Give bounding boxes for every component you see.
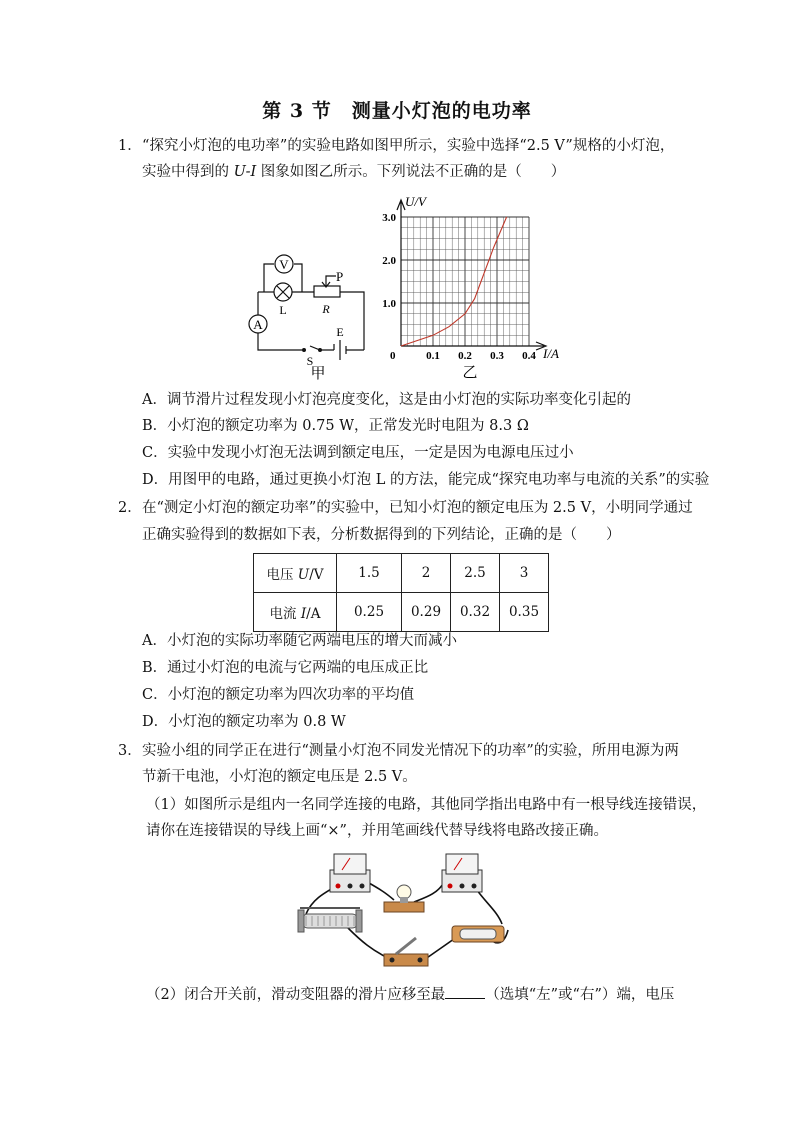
circuit-caption: 甲 <box>310 366 326 380</box>
table-row-current <box>254 593 549 632</box>
q3-stem-line1: 实验小组的同学正在进行“测量小灯泡不同发光情况下的功率”的实验，所用电源为两 <box>142 743 679 759</box>
switch <box>384 938 428 966</box>
terminal <box>448 884 453 889</box>
rheostat-body <box>314 286 340 297</box>
switch-contact-right <box>318 348 322 352</box>
right-meter <box>442 854 482 892</box>
terminal <box>472 884 477 889</box>
ammeter-label: A <box>253 317 263 332</box>
x-axis <box>401 342 546 350</box>
ui-graph <box>370 190 570 382</box>
x-tick-label: 0.1 <box>426 350 440 362</box>
q3-part2-line: （2）闭合开关前，滑动变阻器的滑片应移至最 （选填“左”或“右”）端，电压 <box>146 984 674 1005</box>
q1-option-c: C．实验中发现小灯泡无法调到额定电压，一定是因为电源电压过小 <box>142 445 574 461</box>
q1-option-b: B．小灯泡的额定功率为 0.75 W，正常发光时电阻为 8.3 Ω <box>142 418 529 434</box>
q3-part1-line2: 请你在连接错误的导线上画“×”，并用笔画线代替导线将电路改接正确。 <box>146 823 608 839</box>
table-cell: 2.5 <box>451 554 500 593</box>
terminal <box>336 884 341 889</box>
slider-label: P <box>336 269 344 284</box>
terminal <box>460 884 465 889</box>
wire <box>414 882 444 902</box>
y-axis <box>397 200 405 346</box>
origin-label: 0 <box>390 350 396 362</box>
y-tick-label: 3.0 <box>382 212 396 224</box>
x-tick-label: 0.3 <box>490 350 504 362</box>
battery-cell <box>460 929 496 939</box>
table-header-current: 电流 I/A <box>254 593 337 632</box>
page-title: 第 3 节 测量小灯泡的电功率 <box>262 100 532 122</box>
y-tick-label: 1.0 <box>382 298 396 310</box>
rheostat-end <box>298 910 304 932</box>
lamp-holder <box>384 885 424 912</box>
q2-data-table <box>253 553 549 632</box>
battery <box>334 340 364 360</box>
y-tick-label: 2.0 <box>382 255 396 267</box>
table-cell: 1.5 <box>337 554 402 593</box>
bulb <box>397 885 411 899</box>
table-cell: 0.29 <box>402 593 451 632</box>
q2-stem-line2: 正确实验得到的数据如下表，分析数据得到的下列结论，正确的是（ ） <box>142 527 621 543</box>
left-meter <box>330 854 370 892</box>
q3-part1-line1: （1）如图所示是组内一名同学连接的电路，其他同学指出电路中有一根导线连接错误， <box>146 797 707 813</box>
circuit-diagram <box>240 240 370 380</box>
q3-stem-line2: 节新干电池，小灯泡的额定电压是 2.5 V。 <box>142 769 417 785</box>
q2-option-b: B．通过小灯泡的电流与它两端的电压成正比 <box>142 660 429 676</box>
table-row-voltage <box>254 554 549 593</box>
q1-stem-line2: 实验中得到的 U-I 图象如图乙所示。下列说法不正确的是（ ） <box>142 164 566 180</box>
q2-stem-line1: 在“测定小灯泡的额定功率”的实验中，已知小灯泡的额定电压为 2.5 V，小明同学通过 <box>142 500 693 516</box>
q1-stem-line1: “探究小灯泡的电功率”的实验电路如图甲所示，实验中选择“2.5 V”规格的小灯泡， <box>142 138 675 154</box>
voltmeter-label: V <box>279 257 289 272</box>
x-axis-label: I/A <box>543 346 559 361</box>
graph-grid <box>401 217 529 346</box>
switch-lever <box>396 938 416 954</box>
rheostat-end <box>356 910 362 932</box>
graph-caption: 乙 <box>462 365 478 381</box>
lamp-label: L <box>279 303 287 317</box>
q1-option-d: D．用图甲的电路，通过更换小灯泡 L 的方法，能完成“探究电功率与电流的关系”的实验 <box>142 472 710 488</box>
q1-number: 1． <box>118 138 142 154</box>
switch-label: S <box>306 354 314 368</box>
table-cell: 0.35 <box>500 593 549 632</box>
bulb-socket <box>400 897 408 903</box>
table-header-voltage: 电压 U/V <box>254 554 337 593</box>
table-cell: 0.32 <box>451 593 500 632</box>
q2-option-a: A．小灯泡的实际功率随它两端电压的增大而减小 <box>142 633 457 649</box>
q3-number: 3． <box>118 743 142 759</box>
wire-right <box>340 292 364 350</box>
terminal <box>390 958 395 963</box>
q1-option-a: A．调节滑片过程发现小灯泡亮度变化，这是由小灯泡的实际功率变化引起的 <box>142 392 631 408</box>
wire <box>348 928 388 958</box>
x-tick-label: 0.4 <box>522 350 536 362</box>
terminal <box>360 884 365 889</box>
switch-contact-left <box>302 348 306 352</box>
table-cell: 0.25 <box>337 593 402 632</box>
terminal <box>418 958 423 963</box>
answer-blank[interactable] <box>445 984 485 999</box>
lamp-base <box>384 902 424 912</box>
terminal <box>348 884 353 889</box>
table-cell: 2 <box>402 554 451 593</box>
battery-label: E <box>336 325 344 339</box>
table-cell: 3 <box>500 554 549 593</box>
x-tick-label: 0.2 <box>458 350 472 362</box>
switch-blade <box>310 346 334 350</box>
q2-option-d: D．小灯泡的额定功率为 0.8 W <box>142 714 346 730</box>
meter-face <box>446 854 478 874</box>
physical-circuit-illustration <box>292 850 522 976</box>
q2-option-c: C．小灯泡的额定功率为四次功率的平均值 <box>142 687 415 703</box>
q2-number: 2． <box>118 500 142 516</box>
rheostat-label: R <box>322 302 330 316</box>
meter-face <box>334 854 366 874</box>
y-axis-label: U/V <box>405 194 426 209</box>
battery-box <box>452 926 504 942</box>
